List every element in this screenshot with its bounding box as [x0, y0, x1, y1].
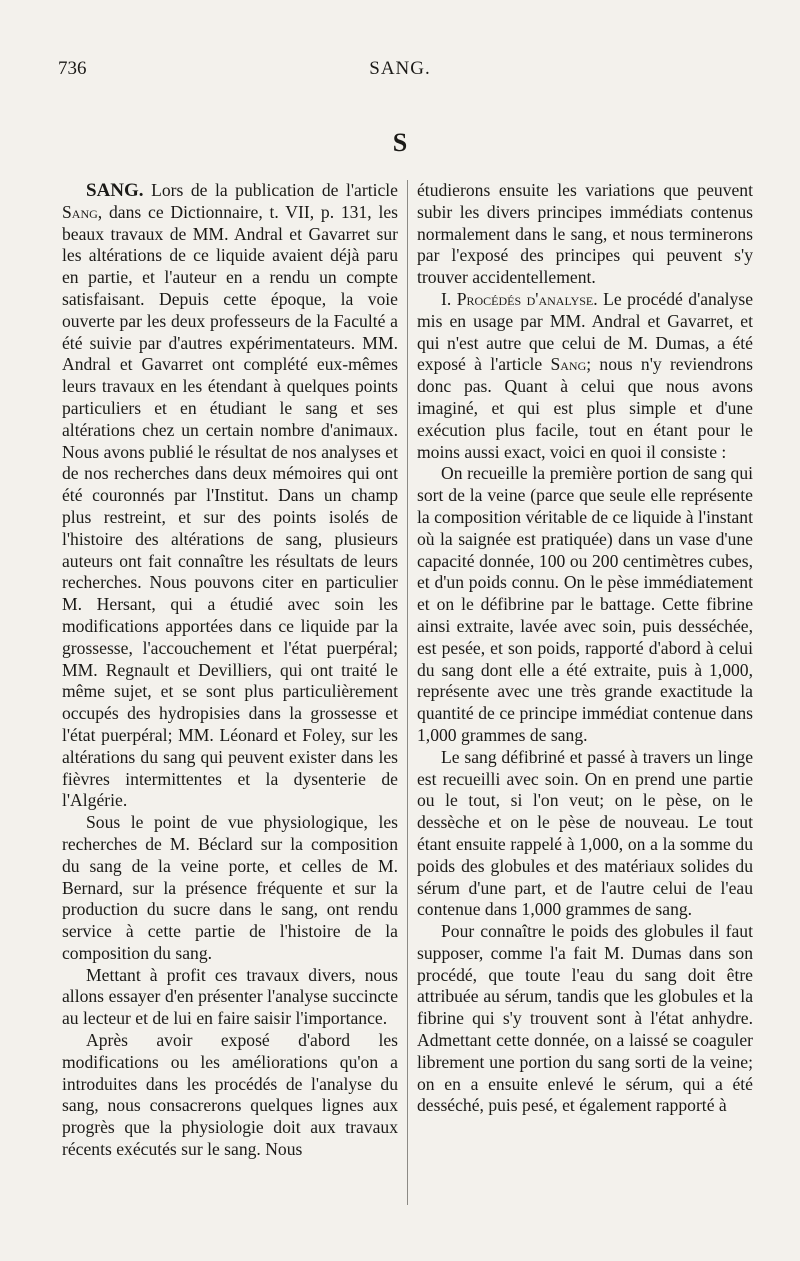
page-number: 736: [58, 58, 87, 79]
paragraph: [417, 289, 753, 463]
section-heading: I. Procédés d'analyse.: [441, 288, 598, 309]
text-run: ; nous n'y reviendrons donc pas. Quant à celui que nous avons imaginé, et qui est plus simple et d'une exécution plus facile, tout en étant pour le moins aussi exact, voici en quoi il consiste :: [417, 354, 753, 462]
paragraph: Le sang défibriné et passé à travers un linge est recueilli avec soin. On en prend une partie ou le tout, si l'on veut; on le pèse, on le dessèche et on le pèse de nouveau. Le tout étant ensuite rappelé à 1,000, on a la somme du poids des globules et des matériaux solides du sérum d'une part, et de l'autre celui de l'eau contenue dans 1,000 grammes de sang.: [417, 746, 753, 920]
section-letter: S: [392, 128, 408, 157]
paragraph: Pour connaître le poids des globules il faut supposer, comme l'a fait M. Dumas dans son procédé, que toute l'eau du sang doit être attribuée au sérum, tandis que les globules et la fibrine qui s'y trouvent sont à l'état anhydre. Admettant cette donnée, on a laissé se coaguler librement une portion du sang sorti de la veine; on en a ensuite enlevé le sérum, qui a été desséché, puis pesé, et également rapporté à: [417, 921, 753, 1116]
paragraph: Après avoir exposé d'abord les modifications ou les améliorations qu'on a introduites dans les procédés de l'analyse du sang, nous consacrerons quelques lignes aux progrès que la physiologie doit aux travaux récents exécutés sur le sang. Nous: [62, 1030, 398, 1160]
paragraph: On recueille la première portion de sang qui sort de la veine (parce que seule elle représente la composition véritable de ce liquide à l'instant où la saignée est pratiquée) dans un vase d'une capacité donnée, 100 ou 200 centimètres cubes, et d'un poids connu. On le pèse immédiatement et on le défibrine par le battage. Cette fibrine ainsi extraite, lavée avec soin, puis desséchée, est pesée, et son poids, rapporté d'abord à celui du sang dont elle a été extraite, puis à 1,000, représente avec une très grande exactitude la quantité de ce principe immédiat contenue dans 1,000 grammes de sang.: [417, 463, 753, 745]
paragraph: étudierons ensuite les variations que peuvent subir les divers principes immédiats contenus normalement dans le sang, et nous terminerons par l'exposé des principes qui peuvent s'y trouver accidentellement.: [417, 180, 753, 288]
small-caps-ref: Sang: [550, 354, 587, 375]
text-run: Le procédé d'analyse mis en usage par MM. Andral et Gavarret, et qui n'est autre que celui de M. Dumas, a été exposé à l'article: [417, 288, 753, 375]
left-column: [62, 180, 398, 1161]
paragraph: Sous le point de vue physiologique, les recherches de M. Béclard sur la composition du sang de la veine porte, et celles de M. Bernard, sur la présence fréquente et sur la production du sucre dans le sang, ont rendu service à cette partie de l'histoire de la composition du sang.: [62, 812, 398, 963]
right-column: [417, 180, 753, 1117]
running-title: SANG.: [369, 58, 431, 79]
column-divider: [407, 180, 408, 1205]
paragraph: Mettant à profit ces travaux divers, nous allons essayer d'en présenter l'analyse succincte au lecteur et de lui en faire saisir l'importance.: [62, 964, 398, 1029]
headword: SANG.: [86, 180, 144, 201]
paragraph: [62, 180, 398, 812]
small-caps-ref: Sang: [62, 201, 98, 222]
running-head: [0, 58, 800, 88]
text-run: , dans ce Dictionnaire, t. VII, p. 131, les beaux travaux de MM. Andral et Gavarret sur les altérations de ce liquide avaient déjà paru en partie, et l'auteur en a rendu un compte satisfaisant. Depuis cette époque, la voie ouverte par les deux professeurs de la Faculté a été suivie par d'autres expérimentateurs. MM. Andral et Gavarret ont complété eux-mêmes leurs travaux en les étendant à quelques points particuliers et en étudiant le sang et ses altérations chez un certain nombre d'animaux. Nous avons publié le résultat de nos analyses et de nos recherches dans deux mémoires qui ont été couronnés par l'Institut. Dans un champ plus restreint, et sur des points isolés de l'histoire des altérations de sang, plusieurs auteurs ont fait connaître les résultats de leurs recherches. Nous pouvons citer en particulier M. Hersant, qui a étudié avec soin les modifications apportées dans ce liquide par la grossesse, l'accouchement et l'état puerpéral; MM. Regnault et Devilliers, qui ont traité le même sujet, et se sont plus particulièrement occupés des hydropisies dans la grossesse et l'état puerpéral; MM. Léonard et Foley, sur les altérations du sang qui peuvent exister dans les fièvres intermittentes et la dysenterie de l'Algérie.: [62, 201, 398, 811]
text-run: Lors de la publication de l'article: [143, 180, 398, 200]
